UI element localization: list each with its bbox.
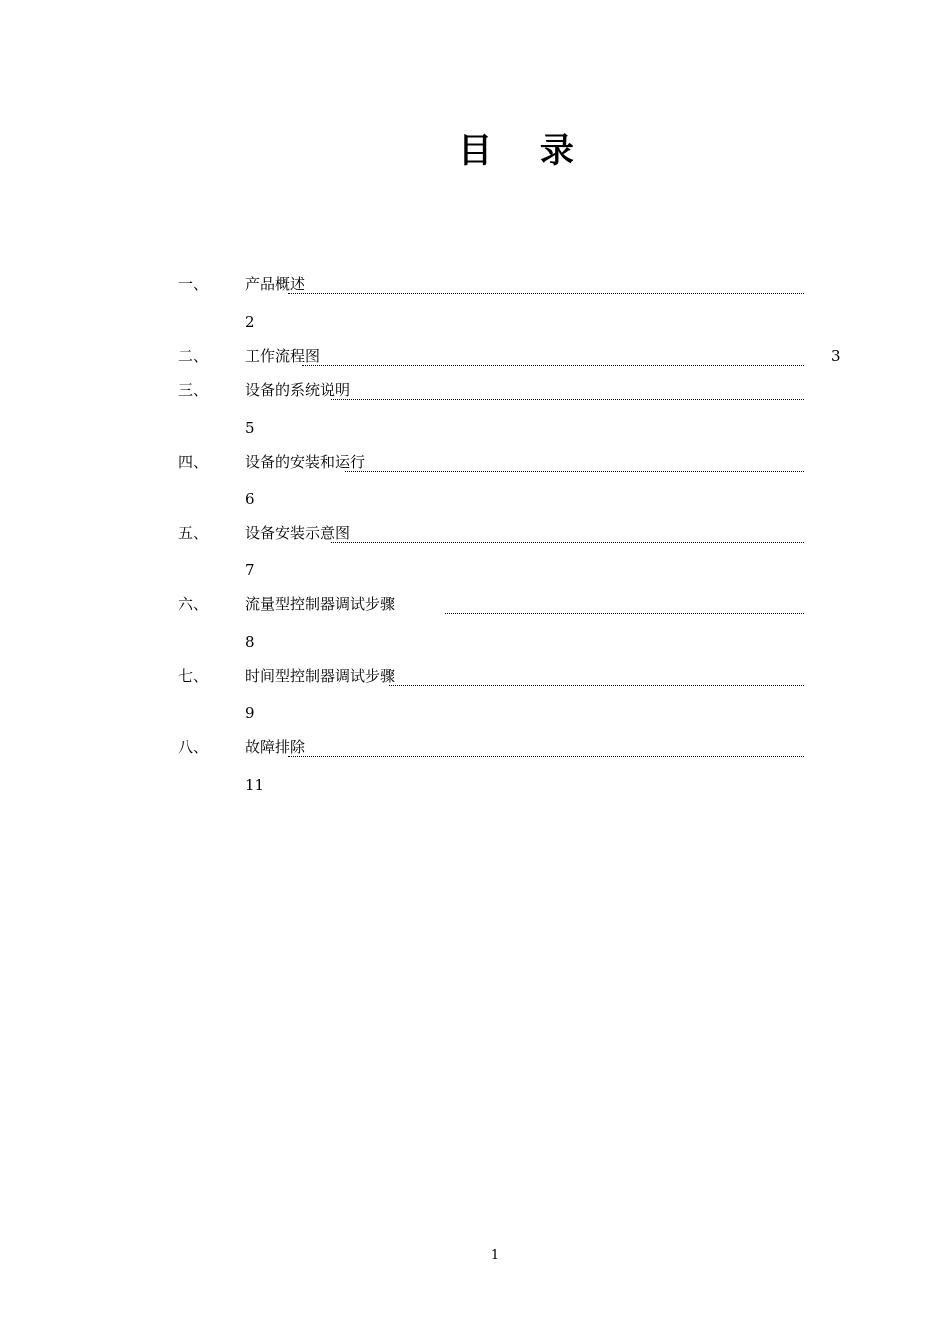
toc-leader-dots	[302, 365, 804, 366]
toc-entry-number: 六、	[178, 595, 209, 613]
toc-entry-label: 时间型控制器调试步骤	[245, 667, 396, 685]
toc-entry-page: 9	[245, 704, 255, 722]
toc-entry-number: 八、	[178, 738, 209, 756]
toc-entry	[0, 735, 950, 759]
toc-leader-dots	[288, 293, 804, 294]
toc-entry-label: 设备安装示意图	[245, 524, 351, 542]
toc-entry-page: 8	[245, 633, 255, 651]
toc-leader-dots	[288, 756, 804, 757]
toc-entry-page: 2	[245, 313, 255, 331]
toc-entry-label: 设备的安装和运行	[245, 453, 366, 471]
toc-entry-label: 设备的系统说明	[245, 381, 351, 399]
toc-entry-number: 四、	[178, 453, 209, 471]
toc-entry	[0, 450, 950, 474]
toc-entry	[0, 592, 950, 616]
toc-entry	[0, 664, 950, 688]
toc-entry-label: 故障排除	[245, 738, 306, 756]
toc-entry-number: 三、	[178, 381, 209, 399]
toc-entry-label: 流量型控制器调试步骤	[245, 595, 396, 613]
toc-entry-number: 二、	[178, 347, 209, 365]
toc-entry-page: 3	[831, 347, 841, 365]
page-title: 目 录	[458, 131, 592, 171]
toc-entry-page: 11	[245, 776, 265, 794]
toc-entry-page: 5	[245, 419, 255, 437]
toc-entry-page: 7	[245, 561, 255, 579]
toc-entry-number: 五、	[178, 524, 209, 542]
footer-page-number: 1	[490, 1248, 500, 1263]
toc-leader-dots	[331, 399, 804, 400]
toc-leader-dots	[345, 471, 804, 472]
toc-leader-dots	[389, 685, 804, 686]
toc-entry-page: 6	[245, 490, 255, 508]
toc-entry-number: 七、	[178, 667, 209, 685]
toc-leader-dots	[445, 613, 804, 614]
toc-entry	[0, 272, 950, 296]
toc-entry	[0, 378, 950, 402]
toc-leader-dots	[331, 542, 804, 543]
toc-entry	[0, 521, 950, 545]
toc-entry-label: 产品概述	[245, 275, 306, 293]
toc-entry-number: 一、	[178, 275, 209, 293]
toc-entry-label: 工作流程图	[245, 347, 321, 365]
toc-entry	[0, 344, 950, 368]
